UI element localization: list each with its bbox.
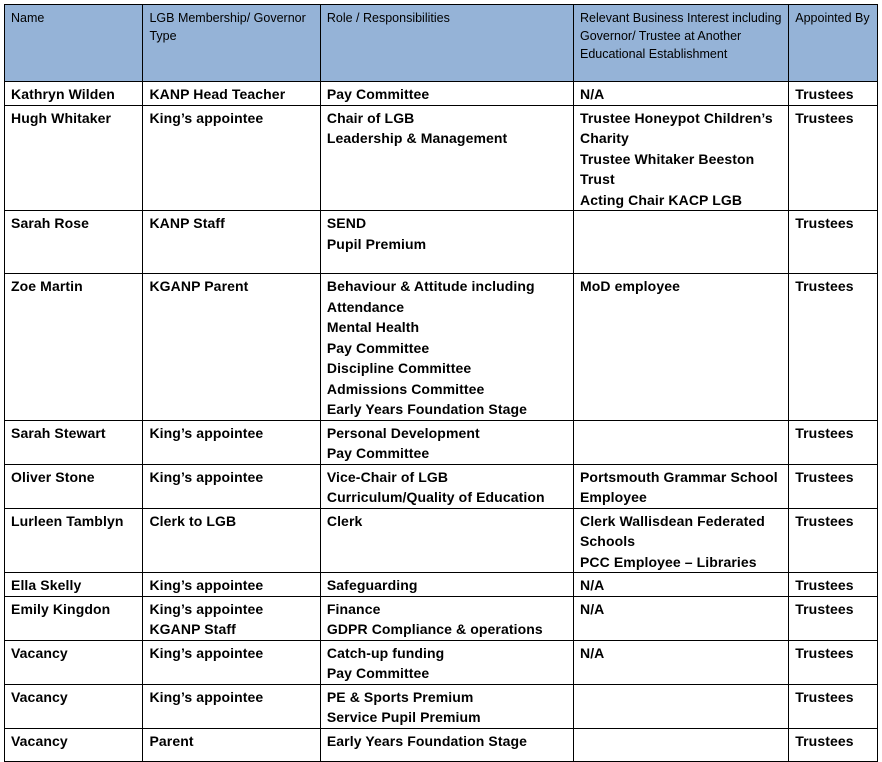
roles-cell-line: Safeguarding [326, 577, 418, 593]
member-name-cell: Oliver Stone [5, 464, 143, 508]
roles-cell-line: Clerk [326, 512, 363, 529]
member-name-cell: Sarah Rose [5, 211, 143, 274]
table-body [5, 82, 878, 762]
roles-cell [320, 274, 573, 421]
roles-cell [320, 211, 573, 274]
business-interest-cell [573, 508, 788, 573]
roles-cell [320, 596, 573, 640]
appointed-by-cell: Trustees [789, 508, 878, 573]
roles-cell-line: GDPR Compliance & operations [326, 621, 543, 637]
roles-cell-line: Pupil Premium [326, 235, 427, 252]
roles-cell [320, 464, 573, 508]
business-interest-cell-line: PCC Employee – Libraries [579, 553, 757, 570]
business-interest-cell [573, 274, 788, 421]
business-interest-cell [573, 82, 788, 106]
governor-type-cell-line: King’s appointee [149, 600, 264, 617]
business-interest-cell [573, 640, 788, 684]
governor-type-cell [143, 105, 320, 211]
roles-cell-line: Finance [326, 600, 381, 617]
business-interest-cell-line: N/A [579, 644, 605, 661]
governor-type-cell [143, 573, 320, 597]
business-interest-cell [573, 596, 788, 640]
table-row [5, 274, 878, 421]
member-name-cell: Vacancy [5, 728, 143, 761]
roles-cell-line: Behaviour & Attitude including Attendance [326, 278, 535, 315]
roles-cell-line: Pay Committee [326, 665, 430, 681]
governor-type-cell-line: KANP Head Teacher [149, 86, 286, 102]
header-business-interest: Relevant Business Interest including Governor/ Trustee at Another Educational Establishment [573, 5, 788, 82]
governor-type-cell [143, 82, 320, 106]
business-interest-cell-line: Clerk Wallisdean Federated Schools [579, 512, 765, 549]
roles-cell-line: Pay Committee [326, 86, 430, 102]
roles-cell-line: Pay Committee [326, 339, 430, 356]
business-interest-cell-line: Trustee Honeypot Children’s Charity [579, 109, 773, 146]
governor-type-cell-line: KGANP Parent [149, 278, 249, 294]
business-interest-cell [573, 573, 788, 597]
appointed-by-cell: Trustees [789, 596, 878, 640]
member-name-cell: Hugh Whitaker [5, 105, 143, 211]
business-interest-cell [573, 105, 788, 211]
roles-cell-line: Catch-up funding [326, 644, 445, 661]
governor-type-cell [143, 420, 320, 464]
roles-cell-line: Service Pupil Premium [326, 709, 481, 725]
member-name-cell: Vacancy [5, 640, 143, 684]
roles-cell-line: Leadership & Management [326, 130, 508, 146]
appointed-by-cell: Trustees [789, 464, 878, 508]
header-governor-type: LGB Membership/ Governor Type [143, 5, 320, 82]
roles-cell-line: SEND [326, 215, 367, 231]
roles-cell [320, 728, 573, 761]
appointed-by-cell: Trustees [789, 573, 878, 597]
member-name-cell: Kathryn Wilden [5, 82, 143, 106]
business-interest-cell-line: MoD employee [579, 278, 680, 294]
roles-cell-line: Chair of LGB [326, 109, 415, 126]
member-name-cell: Ella Skelly [5, 573, 143, 597]
roles-cell-line: PE & Sports Premium [326, 688, 474, 705]
table-row [5, 211, 878, 274]
table-row [5, 573, 878, 597]
appointed-by-cell: Trustees [789, 82, 878, 106]
member-name-cell: Lurleen Tamblyn [5, 508, 143, 573]
business-interest-cell-line: Acting Chair KACP LGB [579, 191, 743, 208]
member-name-cell: Vacancy [5, 684, 143, 728]
business-interest-cell-line: N/A [579, 577, 605, 593]
roles-cell-line: Admissions Committee [326, 380, 485, 397]
governor-type-cell-line: King’s appointee [149, 424, 264, 441]
appointed-by-cell: Trustees [789, 211, 878, 274]
business-interest-cell [573, 728, 788, 761]
table-row [5, 82, 878, 106]
business-interest-cell-line: Trustee Whitaker Beeston Trust [579, 150, 755, 187]
governor-type-cell-line: King’s appointee [149, 688, 264, 705]
roles-cell-line: Pay Committee [326, 445, 430, 461]
appointed-by-cell: Trustees [789, 728, 878, 761]
appointed-by-cell: Trustees [789, 684, 878, 728]
business-interest-cell-line: Portsmouth Grammar School Employee [579, 468, 778, 505]
governor-type-cell-line: Clerk to LGB [149, 512, 237, 529]
appointed-by-cell: Trustees [789, 274, 878, 421]
roles-cell [320, 508, 573, 573]
member-name-cell: Emily Kingdon [5, 596, 143, 640]
governor-type-cell-line: King’s appointee [149, 577, 264, 593]
governor-type-cell [143, 211, 320, 274]
governor-type-cell-line: King’s appointee [149, 468, 264, 485]
table-row [5, 105, 878, 211]
roles-cell [320, 82, 573, 106]
roles-cell-line: Early Years Foundation Stage [326, 732, 528, 749]
governor-type-cell [143, 508, 320, 573]
roles-cell-line: Discipline Committee [326, 360, 472, 376]
table-row [5, 464, 878, 508]
roles-cell [320, 420, 573, 464]
roles-cell [320, 105, 573, 211]
table-row [5, 684, 878, 728]
roles-cell [320, 640, 573, 684]
appointed-by-cell: Trustees [789, 640, 878, 684]
business-interest-cell [573, 464, 788, 508]
member-name-cell: Sarah Stewart [5, 420, 143, 464]
roles-cell-line: Vice-Chair of LGB [326, 468, 449, 485]
business-interest-cell [573, 420, 788, 464]
roles-cell [320, 684, 573, 728]
governor-type-cell [143, 640, 320, 684]
governor-type-cell [143, 274, 320, 421]
business-interest-cell [573, 211, 788, 274]
roles-cell-line: Early Years Foundation Stage [326, 401, 528, 417]
header-appointed-by: Appointed By [789, 5, 878, 82]
table-row [5, 728, 878, 761]
governor-type-cell-line: KGANP Staff [149, 621, 236, 637]
governor-type-cell-line: King’s appointee [149, 644, 264, 661]
governor-type-cell [143, 464, 320, 508]
member-name-cell: Zoe Martin [5, 274, 143, 421]
governors-table [4, 4, 878, 762]
business-interest-cell-line: N/A [579, 86, 605, 102]
header-roles: Role / Responsibilities [320, 5, 573, 82]
roles-cell-line: Mental Health [326, 319, 420, 335]
table-row [5, 420, 878, 464]
governor-type-cell [143, 728, 320, 761]
appointed-by-cell: Trustees [789, 105, 878, 211]
business-interest-cell [573, 684, 788, 728]
governor-type-cell-line: KANP Staff [149, 215, 225, 231]
table-row [5, 596, 878, 640]
business-interest-cell-line: N/A [579, 600, 605, 617]
roles-cell-line: Personal Development [326, 424, 480, 441]
governor-type-cell-line: Parent [149, 732, 194, 749]
roles-cell [320, 573, 573, 597]
table-row [5, 508, 878, 573]
roles-cell-line: Curriculum/Quality of Education [326, 489, 545, 505]
governor-type-cell [143, 596, 320, 640]
governor-type-cell-line: King’s appointee [149, 109, 264, 126]
table-row [5, 640, 878, 684]
header-row [5, 5, 878, 82]
appointed-by-cell: Trustees [789, 420, 878, 464]
governor-type-cell [143, 684, 320, 728]
header-name: Name [5, 5, 143, 82]
